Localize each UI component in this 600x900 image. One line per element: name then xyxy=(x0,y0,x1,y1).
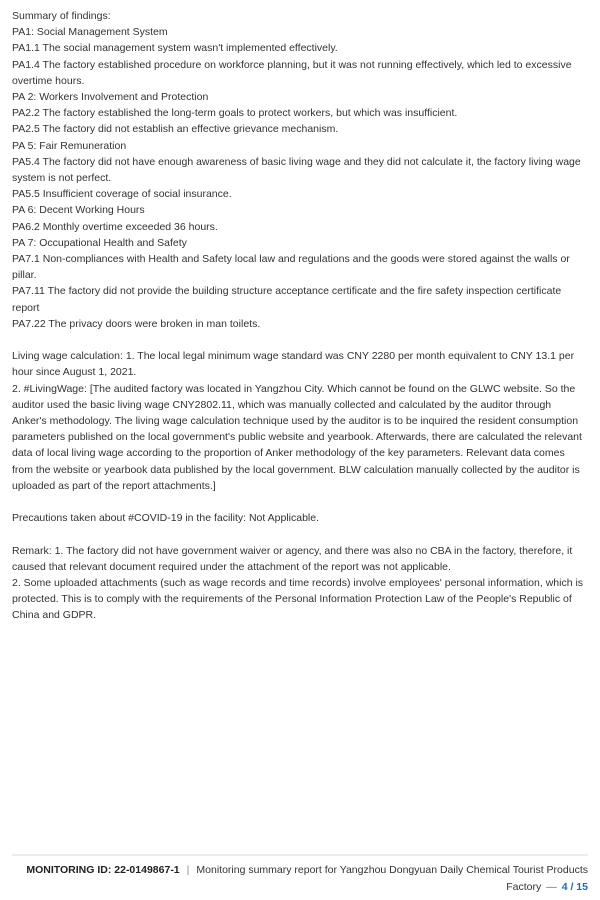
living-wage-paragraph: Living wage calculation: 1. The local legal minimum wage standard was CNY 2280 per month equivalent to CNY 13.1 per hour since August 1, 2021. xyxy=(12,350,575,379)
finding-line: PA7.11 The factory did not provide the building structure acceptance certificate and the fire safety inspection certificate report xyxy=(12,285,562,314)
covid-precautions-line: Precautions taken about #COVID-19 in the facility: Not Applicable. xyxy=(12,512,320,525)
finding-line: PA5.4 The factory did not have enough awareness of basic living wage and they did not calculate it, the factory living wage system is not perfect. xyxy=(12,155,581,185)
finding-line: PA 7: Occupational Health and Safety xyxy=(12,236,187,249)
living-wage-section xyxy=(12,348,588,494)
finding-line: PA6.2 Monthly overtime exceeded 36 hours. xyxy=(12,220,218,233)
covid-section xyxy=(12,510,588,526)
finding-line: PA2.5 The factory did not establish an effective grievance mechanism. xyxy=(12,123,339,136)
finding-line: PA 5: Fair Remuneration xyxy=(12,139,127,152)
finding-line: PA7.22 The privacy doors were broken in man toilets. xyxy=(12,317,261,330)
report-title: Monitoring summary report for Yangzhou Dongyuan Daily Chemical Tourist Products Factory xyxy=(196,864,588,893)
finding-line: Summary of findings: xyxy=(12,10,111,22)
finding-line: PA5.5 Insufficient coverage of social insurance. xyxy=(12,188,232,201)
monitoring-id: MONITORING ID: 22-0149867-1 xyxy=(26,864,180,876)
finding-line: PA1.4 The factory established procedure on workforce planning, but it was not running effectively, which led to excessive overtime hours. xyxy=(12,58,572,87)
finding-line: PA 6: Decent Working Hours xyxy=(12,204,145,217)
footer-separator-icon: | xyxy=(186,864,190,876)
finding-line: PA 2: Workers Involvement and Protection xyxy=(12,91,209,104)
finding-line: PA7.1 Non-compliances with Health and Safety local law and regulations and the goods were stored against the walls or pillar. xyxy=(12,253,570,282)
page-footer xyxy=(0,854,600,900)
footer-dash-icon: — xyxy=(546,880,557,893)
finding-line: PA2.2 The factory established the long-term goals to protect workers, but which was insufficient. xyxy=(12,107,458,120)
footer-text xyxy=(12,862,588,895)
findings-section xyxy=(12,8,588,332)
living-wage-paragraph: 2. #LivingWage: [The audited factory was located in Yangzhou City. Which cannot be found on the GLWC website. So the auditor used the basic living wage CNY2802.11, which was manually collected and calculated by the auditor through Anker's methodology. The living wage calculation technique used by the auditor is to be inquired the resident consumption parameters published on the local government's public website and yearbook. Afterwards, there are calculated the relevant data of local living wage according to the proportion of Anker methodology of the key parameters. Relevant data comes from the website or yearbook data published by the local government. BLW calculation manually collected by the auditor is uploaded as part of the report attachments.] xyxy=(12,382,582,492)
remark-section xyxy=(12,543,588,624)
footer-divider xyxy=(12,854,588,856)
remark-paragraph: Remark: 1. The factory did not have government waiver or agency, and there was also no CBA in the factory, therefore, it caused that relevant document required under the attachment of the report was not applicable. xyxy=(12,544,573,573)
page-indicator: 4 / 15 xyxy=(561,880,588,893)
finding-line: PA1.1 The social management system wasn't implemented effectively. xyxy=(12,42,338,55)
remark-paragraph: 2. Some uploaded attachments (such as wage records and time records) involve employees' personal information, which is protected. This is to comply with the requirements of the Personal Information Protection Law of the People's Republic of China and GDPR. xyxy=(12,577,584,622)
finding-line: PA1: Social Management System xyxy=(12,26,168,39)
